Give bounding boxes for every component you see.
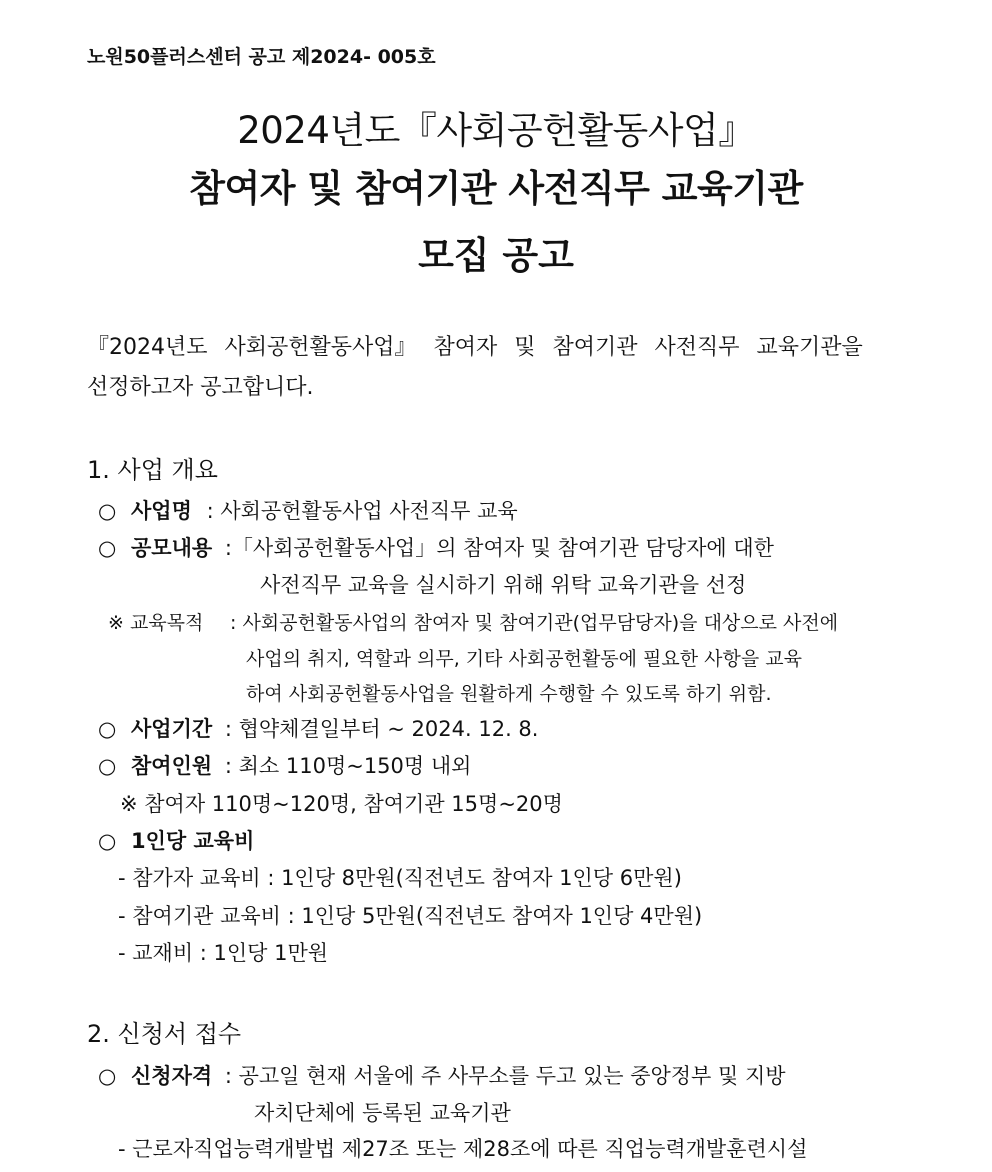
cost-item-textbook: - 교재비 : 1인당 1만원 (118, 941, 329, 965)
cost-item-participant: - 참가자 교육비 : 1인당 8만원(직전년도 참여자 1인당 6만원) (118, 866, 682, 890)
bullet-icon: ○ (98, 754, 117, 778)
headcount-row (98, 750, 471, 780)
contest-label: 공모내용 (131, 536, 213, 560)
title-line-3: 모집 공고 (418, 234, 574, 277)
purpose-line-3: 하여 사회공헌활동사업을 원활하게 수행할 수 있도록 하기 위함. (246, 683, 772, 705)
purpose-line-2: 사업의 취지, 역할과 의무, 기타 사회공헌활동에 필요한 사항을 교육 (246, 648, 802, 670)
headcount-note: ※ 참여자 110명~120명, 참여기관 15명~20명 (120, 792, 563, 816)
section-1-heading: 1. 사업 개요 (87, 456, 218, 484)
project-name-label: 사업명 (131, 499, 192, 523)
contest-line-2: 사전직무 교육을 실시하기 위해 위탁 교육기관을 선정 (260, 573, 747, 597)
cost-label: 1인당 교육비 (131, 829, 255, 853)
cost-row (98, 825, 254, 855)
bullet-icon: ○ (98, 499, 117, 523)
eligibility-line-2: 자치단체에 등록된 교육기관 (254, 1101, 511, 1125)
eligibility-row (98, 1060, 786, 1090)
period-row (98, 713, 538, 743)
bullet-icon: ○ (98, 536, 117, 560)
intro-line-2: 선정하고자 공고합니다. (87, 375, 314, 400)
period-value: : 협약체결일부터 ~ 2024. 12. 8. (224, 717, 539, 741)
project-name-row (98, 495, 518, 525)
eligibility-line-1: : 공고일 현재 서울에 주 사무소를 두고 있는 중앙정부 및 지방 (224, 1064, 786, 1088)
headcount-label: 참여인원 (131, 754, 213, 778)
contest-line-1: :「사회공헌활동사업」의 참여자 및 참여기관 담당자에 대한 (224, 536, 774, 560)
headcount-value: : 최소 110명~150명 내외 (224, 754, 472, 778)
purpose-line-1: : 사회공헌활동사업의 참여자 및 참여기관(업무담당자)을 대상으로 사전에 (230, 612, 839, 634)
bullet-icon: ○ (98, 829, 117, 853)
eligibility-label: 신청자격 (131, 1064, 213, 1088)
project-name-value: : 사회공헌활동사업 사전직무 교육 (206, 499, 518, 523)
bullet-icon: ○ (98, 717, 117, 741)
intro-line-1: 『2024년도 사회공헌활동사업』 참여자 및 참여기관 사전직무 교육기관을 (87, 335, 863, 360)
title-line-2: 참여자 및 참여기관 사전직무 교육기관 (189, 167, 803, 210)
period-label: 사업기간 (131, 717, 213, 741)
eligibility-item-1: - 근로자직업능력개발법 제27조 또는 제28조에 따른 직업능력개발훈련시설 (118, 1137, 808, 1161)
bullet-icon: ○ (98, 1064, 117, 1088)
title-line-1: 2024년도『사회공헌활동사업』 (237, 109, 755, 152)
section-2-heading: 2. 신청서 접수 (87, 1020, 242, 1048)
cost-item-institution: - 참여기관 교육비 : 1인당 5만원(직전년도 참여자 1인당 4만원) (118, 904, 703, 928)
notice-number: 노원50플러스센터 공고 제2024- 005호 (87, 46, 436, 68)
purpose-label: ※ 교육목적 (108, 612, 204, 634)
contest-row (98, 532, 774, 562)
